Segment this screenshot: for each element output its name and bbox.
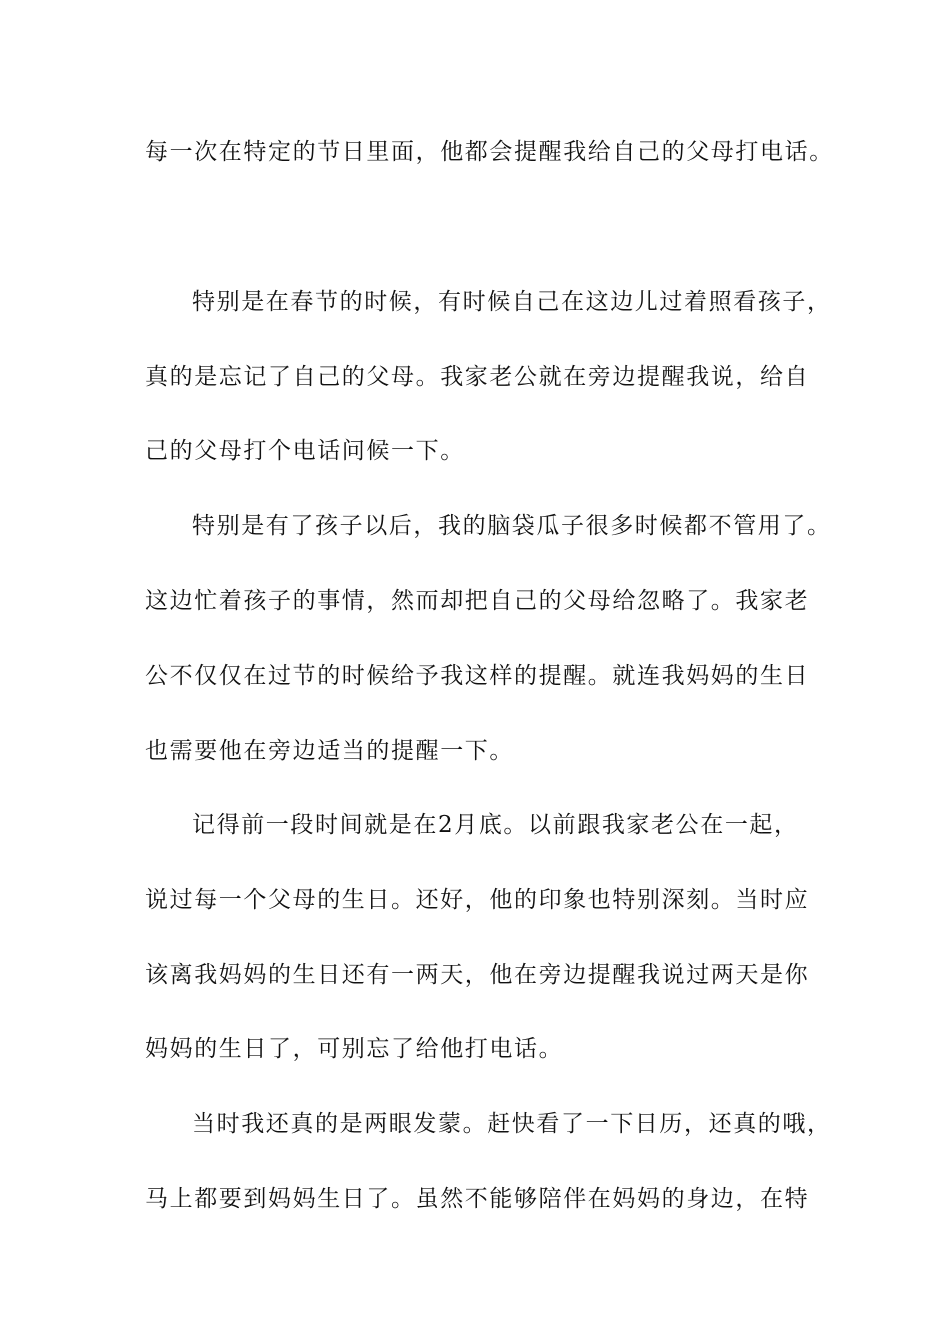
paragraph-start-line: 特别是在春节的时候，有时候自己在这边儿过着照看孩子，: [192, 289, 832, 315]
text-line: 真的是忘记了自己的父母。我家老公就在旁边提醒我说，给自: [145, 364, 810, 390]
paragraph-start-line: 记得前一段时间就是在2月底。以前跟我家老公在一起，: [192, 812, 799, 838]
paragraph-start-line: 特别是有了孩子以后，我的脑袋瓜子很多时候都不管用了。: [192, 513, 832, 539]
text-line: 每一次在特定的节日里面，他都会提醒我给自己的父母打电话。: [145, 139, 834, 165]
text-line: 这边忙着孩子的事情，然而却把自己的父母给忽略了。我家老: [145, 588, 810, 614]
text-line: 马上都要到妈妈生日了。虽然不能够陪伴在妈妈的身边，在特: [145, 1186, 810, 1212]
text-line: 妈妈的生日了，可别忘了给他打电话。: [145, 1036, 564, 1062]
text-line: 己的父母打个电话问候一下。: [145, 438, 465, 464]
text-line: 公不仅仅在过节的时候给予我这样的提醒。就连我妈妈的生日: [145, 663, 810, 689]
text-line: 说过每一个父母的生日。还好，他的印象也特别深刻。当时应: [145, 887, 810, 913]
text-line: 该离我妈妈的生日还有一两天，他在旁边提醒我说过两天是你: [145, 962, 810, 988]
paragraph-start-line: 当时我还真的是两眼发蒙。赶快看了一下日历，还真的哦，: [192, 1111, 832, 1137]
text-line: 也需要他在旁边适当的提醒一下。: [145, 738, 514, 764]
